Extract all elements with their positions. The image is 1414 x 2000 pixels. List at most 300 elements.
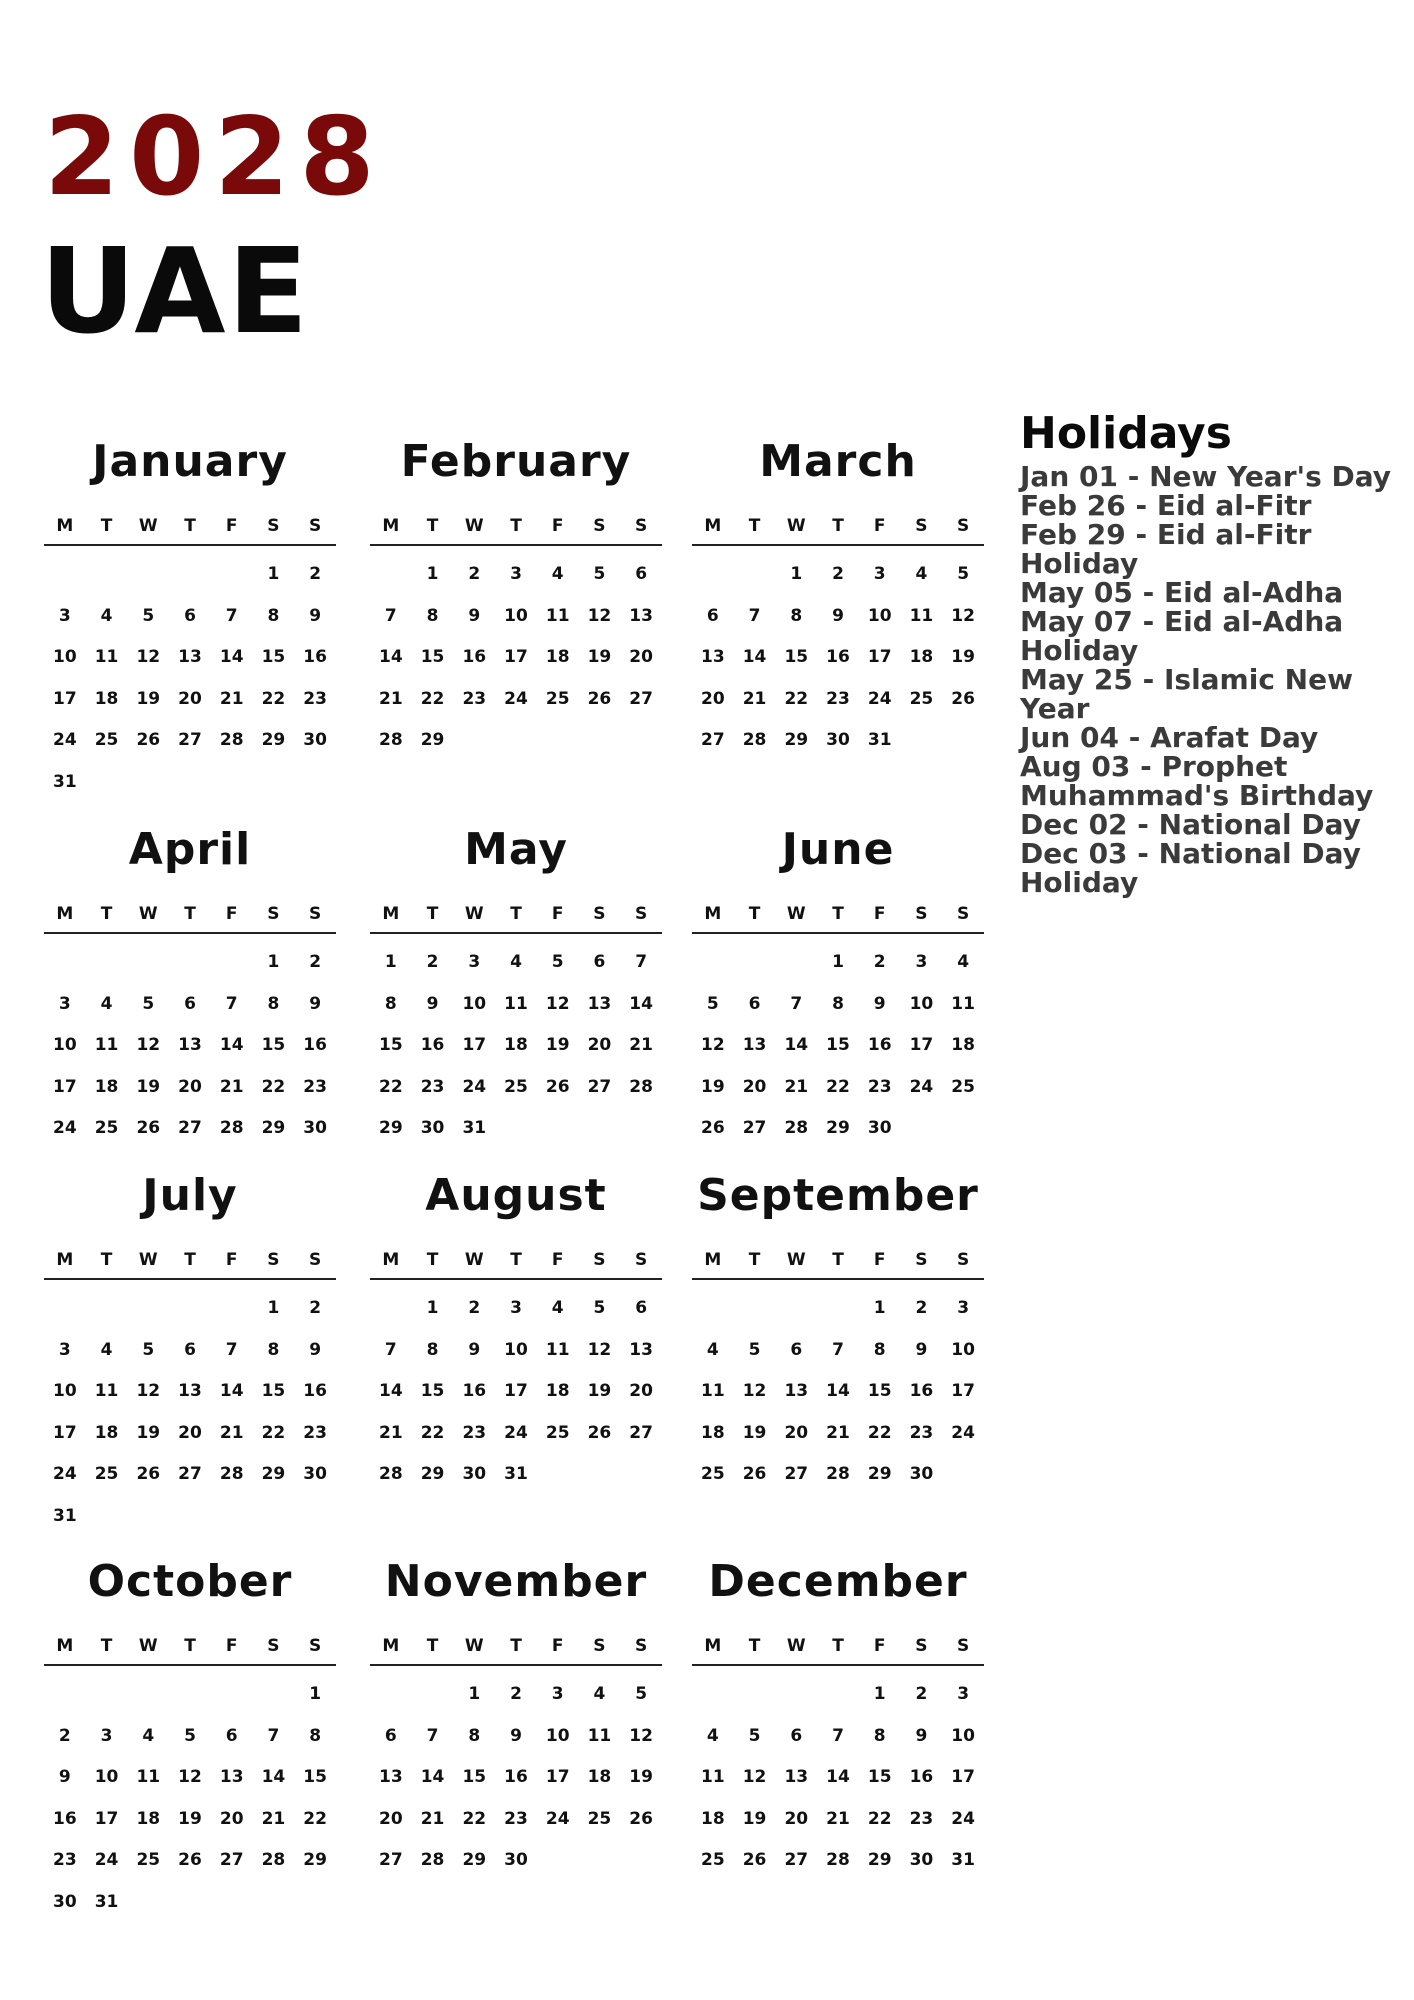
weekday-label: T	[100, 1250, 113, 1270]
day-cell: 10	[462, 993, 487, 1014]
day-cell: 16	[462, 647, 487, 667]
day-blank	[734, 1288, 776, 1330]
day-cell: 15	[261, 1035, 286, 1055]
day-cell: 15	[867, 1767, 892, 1787]
day-cell: 16	[303, 647, 327, 667]
weekday-label: M	[56, 1250, 74, 1270]
day-cell: 19	[178, 1808, 202, 1829]
day-cell: 7	[832, 1339, 844, 1360]
day-cell: 27	[178, 1464, 202, 1484]
day-cell: 11	[94, 647, 119, 667]
day-cell: 17	[94, 1808, 119, 1829]
day-cell: 22	[379, 1076, 403, 1097]
day-cell: 12	[136, 1381, 161, 1401]
day-cell: 18	[504, 1035, 528, 1055]
day-cell: 29	[261, 1118, 286, 1138]
day-cell: 13	[178, 1035, 202, 1055]
day-cell: 9	[873, 993, 886, 1014]
weekday-label: T	[184, 904, 196, 924]
day-cell: 25	[951, 1076, 975, 1097]
day-cell: 16	[504, 1767, 528, 1787]
month-april	[44, 824, 336, 1150]
day-cell: 30	[53, 1891, 77, 1912]
day-blank	[370, 1288, 412, 1330]
day-cell: 28	[742, 730, 767, 750]
day-blank	[734, 554, 776, 596]
day-cell: 14	[219, 647, 244, 667]
day-cell: 21	[784, 1076, 809, 1097]
day-cell: 30	[303, 1464, 327, 1484]
day-cell: 3	[915, 952, 928, 972]
day-cell: 14	[261, 1767, 286, 1787]
weekday-label: S	[635, 1250, 648, 1270]
weekday-label: S	[635, 904, 648, 924]
day-cell: 28	[379, 1464, 403, 1484]
day-cell: 2	[832, 564, 844, 584]
day-blank	[370, 554, 412, 596]
day-cell: 26	[587, 688, 612, 709]
day-cell: 2	[915, 1298, 928, 1318]
day-cell: 5	[142, 993, 155, 1014]
weekday-label: F	[551, 1250, 564, 1270]
holiday-item: Feb 29 - Eid al-Fitr Holiday	[1020, 518, 1312, 580]
day-cell: 17	[909, 1035, 934, 1055]
day-grid	[692, 546, 984, 762]
day-cell: 25	[701, 1850, 725, 1870]
day-cell: 15	[784, 647, 809, 667]
weekday-label: F	[225, 904, 238, 924]
weekday-label: T	[748, 1636, 761, 1656]
weekday-label: S	[309, 516, 322, 536]
day-cell: 7	[225, 605, 238, 626]
day-cell: 26	[136, 1118, 161, 1138]
day-cell: 4	[100, 605, 113, 626]
day-cell: 26	[136, 1464, 161, 1484]
day-cell: 8	[873, 1725, 886, 1746]
day-cell: 9	[309, 605, 322, 626]
weekday-label: F	[225, 1636, 238, 1656]
day-cell: 31	[504, 1464, 528, 1484]
day-cell: 15	[420, 1381, 445, 1401]
day-cell: 7	[225, 993, 238, 1014]
day-cell: 17	[951, 1767, 975, 1787]
day-cell: 25	[587, 1808, 612, 1829]
day-cell: 8	[832, 993, 844, 1014]
day-cell: 22	[261, 1076, 286, 1097]
day-cell: 20	[587, 1035, 612, 1055]
day-cell: 29	[462, 1850, 487, 1870]
day-blank	[127, 1674, 169, 1716]
day-grid	[370, 546, 662, 762]
day-cell: 24	[545, 1808, 570, 1829]
day-cell: 21	[420, 1808, 445, 1829]
month-december	[692, 1556, 984, 1882]
day-cell: 1	[790, 564, 803, 584]
day-cell: 9	[58, 1767, 71, 1787]
day-cell: 30	[867, 1118, 892, 1138]
day-cell: 9	[309, 1339, 322, 1360]
day-cell: 1	[468, 1684, 481, 1704]
day-cell: 3	[551, 1684, 564, 1704]
day-cell: 14	[379, 647, 403, 667]
day-cell: 4	[706, 1339, 719, 1360]
weekday-label: T	[832, 1250, 844, 1270]
weekday-label: M	[56, 904, 74, 924]
day-cell: 14	[826, 1767, 850, 1787]
weekday-header	[370, 904, 662, 934]
day-blank	[692, 1674, 734, 1716]
day-cell: 29	[303, 1850, 327, 1870]
weekday-label: S	[593, 1636, 606, 1656]
weekday-label: M	[704, 904, 722, 924]
day-cell: 29	[867, 1464, 892, 1484]
day-cell: 22	[420, 688, 445, 709]
day-cell: 26	[629, 1808, 653, 1829]
day-cell: 19	[136, 1422, 161, 1443]
day-cell: 7	[748, 605, 761, 626]
day-cell: 6	[635, 564, 648, 584]
day-cell: 2	[468, 564, 481, 584]
day-cell: 10	[951, 1725, 975, 1746]
day-cell: 28	[826, 1464, 850, 1484]
day-blank	[86, 942, 128, 984]
day-cell: 23	[303, 1422, 327, 1443]
holiday-item: May 07 - Eid al-Adha Holiday	[1020, 605, 1344, 667]
weekday-label: W	[786, 1636, 806, 1656]
day-cell: 16	[53, 1808, 77, 1829]
day-cell: 25	[94, 730, 119, 750]
day-cell: 11	[951, 993, 975, 1014]
day-cell: 7	[426, 1725, 439, 1746]
day-cell: 11	[587, 1725, 612, 1746]
day-grid	[44, 1280, 336, 1537]
day-cell: 12	[951, 605, 975, 626]
day-cell: 28	[219, 730, 244, 750]
day-cell: 12	[178, 1767, 202, 1787]
day-grid	[370, 934, 662, 1150]
day-cell: 12	[701, 1035, 725, 1055]
day-cell: 21	[219, 1422, 244, 1443]
day-cell: 26	[136, 730, 161, 750]
day-cell: 15	[379, 1035, 403, 1055]
day-cell: 2	[915, 1684, 928, 1704]
day-cell: 30	[909, 1464, 934, 1484]
day-cell: 19	[587, 647, 612, 667]
month-name: April	[128, 824, 252, 875]
month-october	[44, 1556, 336, 1923]
day-cell: 5	[551, 952, 564, 972]
day-cell: 7	[267, 1725, 280, 1746]
day-cell: 1	[309, 1684, 322, 1704]
calendar-year: 2028	[44, 95, 385, 220]
day-blank	[127, 554, 169, 596]
weekday-label: M	[382, 1636, 400, 1656]
day-cell: 7	[832, 1725, 844, 1746]
day-cell: 10	[504, 605, 528, 626]
weekday-label: T	[510, 1636, 522, 1656]
day-cell: 4	[551, 564, 564, 584]
day-cell: 26	[951, 688, 975, 709]
weekday-header	[370, 516, 662, 546]
month-name: March	[759, 436, 917, 487]
day-cell: 24	[462, 1076, 487, 1097]
day-cell: 25	[909, 688, 934, 709]
day-cell: 19	[629, 1767, 653, 1787]
day-cell: 7	[225, 1339, 238, 1360]
day-cell: 21	[219, 688, 244, 709]
day-cell: 1	[267, 1298, 280, 1318]
day-cell: 2	[426, 952, 439, 972]
weekday-header	[692, 516, 984, 546]
weekday-label: F	[873, 904, 886, 924]
day-cell: 27	[701, 730, 725, 750]
day-cell: 3	[873, 564, 886, 584]
day-cell: 18	[909, 647, 934, 667]
day-cell: 29	[420, 1464, 445, 1484]
holiday-item: May 25 - Islamic New Year	[1020, 663, 1353, 725]
day-cell: 8	[790, 605, 803, 626]
day-cell: 31	[53, 771, 77, 792]
day-cell: 21	[379, 1422, 403, 1443]
day-cell: 10	[53, 1035, 77, 1055]
day-cell: 28	[379, 730, 403, 750]
day-cell: 31	[867, 730, 892, 750]
day-cell: 4	[510, 952, 522, 972]
day-cell: 31	[951, 1850, 975, 1870]
weekday-label: S	[957, 904, 970, 924]
day-blank	[253, 1674, 295, 1716]
weekday-label: S	[593, 1250, 606, 1270]
holiday-item: Feb 26 - Eid al-Fitr	[1020, 489, 1312, 522]
day-cell: 4	[100, 993, 113, 1014]
month-name: October	[87, 1556, 293, 1607]
day-cell: 6	[635, 1298, 648, 1318]
day-cell: 29	[379, 1118, 403, 1138]
weekday-label: S	[309, 1636, 322, 1656]
day-cell: 12	[742, 1767, 767, 1787]
day-cell: 20	[178, 688, 202, 709]
weekday-label: W	[464, 904, 484, 924]
weekday-label: T	[426, 1636, 439, 1656]
day-cell: 23	[303, 1076, 327, 1097]
day-blank	[44, 942, 86, 984]
day-cell: 27	[219, 1850, 244, 1870]
day-cell: 18	[701, 1808, 725, 1829]
day-blank	[169, 942, 211, 984]
day-cell: 8	[426, 1339, 439, 1360]
day-cell: 18	[545, 1381, 570, 1401]
day-grid	[692, 1280, 984, 1496]
day-cell: 5	[706, 993, 719, 1014]
weekday-label: F	[551, 516, 564, 536]
day-cell: 30	[303, 730, 327, 750]
day-cell: 29	[826, 1118, 850, 1138]
day-cell: 1	[832, 952, 844, 972]
weekday-label: W	[786, 1250, 806, 1270]
day-cell: 5	[184, 1725, 196, 1746]
day-cell: 9	[309, 993, 322, 1014]
day-blank	[692, 942, 734, 984]
day-cell: 1	[384, 952, 397, 972]
day-cell: 6	[790, 1725, 803, 1746]
day-cell: 15	[261, 647, 286, 667]
weekday-label: T	[832, 1636, 844, 1656]
day-cell: 30	[504, 1850, 528, 1870]
day-cell: 15	[826, 1035, 850, 1055]
month-february	[370, 436, 662, 762]
day-cell: 8	[267, 605, 280, 626]
weekday-label: T	[100, 516, 113, 536]
weekday-header	[692, 1250, 984, 1280]
weekday-label: T	[100, 1636, 113, 1656]
weekday-label: T	[510, 516, 522, 536]
day-cell: 21	[629, 1035, 653, 1055]
day-cell: 12	[136, 1035, 161, 1055]
day-cell: 13	[219, 1767, 244, 1787]
day-cell: 10	[867, 605, 892, 626]
day-cell: 22	[867, 1422, 892, 1443]
weekday-label: S	[267, 1636, 280, 1656]
day-blank	[211, 554, 253, 596]
day-cell: 1	[426, 564, 439, 584]
day-blank	[211, 1288, 253, 1330]
month-august	[370, 1170, 662, 1496]
weekday-label: W	[138, 516, 158, 536]
day-cell: 11	[545, 605, 570, 626]
day-cell: 5	[748, 1725, 761, 1746]
weekday-label: F	[873, 1250, 886, 1270]
day-cell: 14	[420, 1767, 445, 1787]
day-cell: 20	[178, 1422, 202, 1443]
day-cell: 26	[545, 1076, 570, 1097]
day-cell: 20	[629, 647, 653, 667]
weekday-label: S	[309, 904, 322, 924]
weekday-label: T	[748, 904, 761, 924]
weekday-header	[692, 1636, 984, 1666]
day-cell: 13	[701, 647, 725, 667]
day-cell: 19	[136, 688, 161, 709]
day-cell: 4	[593, 1684, 606, 1704]
day-cell: 8	[873, 1339, 886, 1360]
day-cell: 17	[504, 647, 528, 667]
weekday-header	[370, 1250, 662, 1280]
day-cell: 27	[629, 1422, 653, 1443]
day-cell: 7	[790, 993, 803, 1014]
holidays-title: Holidays	[1020, 408, 1232, 459]
day-cell: 16	[420, 1035, 445, 1055]
day-cell: 8	[309, 1725, 322, 1746]
day-cell: 7	[384, 1339, 397, 1360]
holidays-panel	[1020, 408, 1400, 899]
day-cell: 2	[510, 1684, 522, 1704]
day-cell: 22	[261, 688, 286, 709]
day-cell: 14	[219, 1035, 244, 1055]
day-cell: 1	[873, 1684, 886, 1704]
weekday-label: T	[748, 1250, 761, 1270]
weekday-label: S	[593, 904, 606, 924]
day-cell: 25	[504, 1076, 528, 1097]
day-cell: 20	[742, 1076, 767, 1097]
day-cell: 5	[593, 1298, 606, 1318]
weekday-label: S	[267, 516, 280, 536]
day-blank	[211, 942, 253, 984]
day-cell: 6	[184, 605, 196, 626]
weekday-label: T	[100, 904, 113, 924]
day-blank	[127, 942, 169, 984]
weekday-label: W	[138, 1636, 158, 1656]
day-cell: 13	[379, 1767, 403, 1787]
day-cell: 5	[748, 1339, 761, 1360]
day-cell: 29	[867, 1850, 892, 1870]
day-cell: 22	[261, 1422, 286, 1443]
day-cell: 7	[635, 952, 648, 972]
day-grid	[370, 1666, 662, 1882]
day-cell: 16	[909, 1381, 934, 1401]
day-cell: 10	[909, 993, 934, 1014]
day-cell: 13	[629, 1339, 653, 1360]
day-cell: 11	[909, 605, 934, 626]
weekday-label: M	[56, 516, 74, 536]
day-cell: 4	[706, 1725, 719, 1746]
day-cell: 6	[184, 993, 196, 1014]
day-cell: 8	[468, 1725, 481, 1746]
day-cell: 23	[867, 1076, 892, 1097]
day-cell: 9	[510, 1725, 522, 1746]
day-cell: 19	[545, 1035, 570, 1055]
weekday-label: M	[382, 904, 400, 924]
day-cell: 25	[545, 1422, 570, 1443]
day-cell: 12	[587, 605, 612, 626]
day-cell: 30	[462, 1464, 487, 1484]
day-cell: 23	[826, 688, 850, 709]
day-cell: 10	[504, 1339, 528, 1360]
month-name: August	[425, 1170, 607, 1221]
day-cell: 18	[545, 647, 570, 667]
day-cell: 17	[462, 1035, 487, 1055]
day-cell: 21	[742, 688, 767, 709]
day-cell: 8	[384, 993, 397, 1014]
day-cell: 27	[742, 1118, 767, 1138]
day-cell: 14	[784, 1035, 809, 1055]
day-cell: 24	[951, 1808, 975, 1829]
day-cell: 13	[784, 1767, 809, 1787]
day-cell: 30	[909, 1850, 934, 1870]
day-cell: 15	[462, 1767, 487, 1787]
month-name: November	[384, 1556, 648, 1607]
day-blank	[169, 554, 211, 596]
day-blank	[692, 554, 734, 596]
day-blank	[86, 1674, 128, 1716]
day-cell: 1	[267, 952, 280, 972]
weekday-label: S	[635, 516, 648, 536]
day-cell: 22	[867, 1808, 892, 1829]
day-blank	[44, 1674, 86, 1716]
month-march	[692, 436, 984, 762]
day-cell: 16	[867, 1035, 892, 1055]
day-cell: 31	[462, 1118, 487, 1138]
day-cell: 16	[826, 647, 850, 667]
weekday-label: S	[915, 1250, 928, 1270]
day-cell: 20	[701, 688, 725, 709]
weekday-label: S	[915, 1636, 928, 1656]
day-grid	[44, 934, 336, 1150]
day-cell: 13	[587, 993, 612, 1014]
day-cell: 29	[261, 730, 286, 750]
day-cell: 23	[504, 1808, 528, 1829]
weekday-label: T	[426, 516, 439, 536]
day-cell: 15	[261, 1381, 286, 1401]
day-cell: 15	[867, 1381, 892, 1401]
